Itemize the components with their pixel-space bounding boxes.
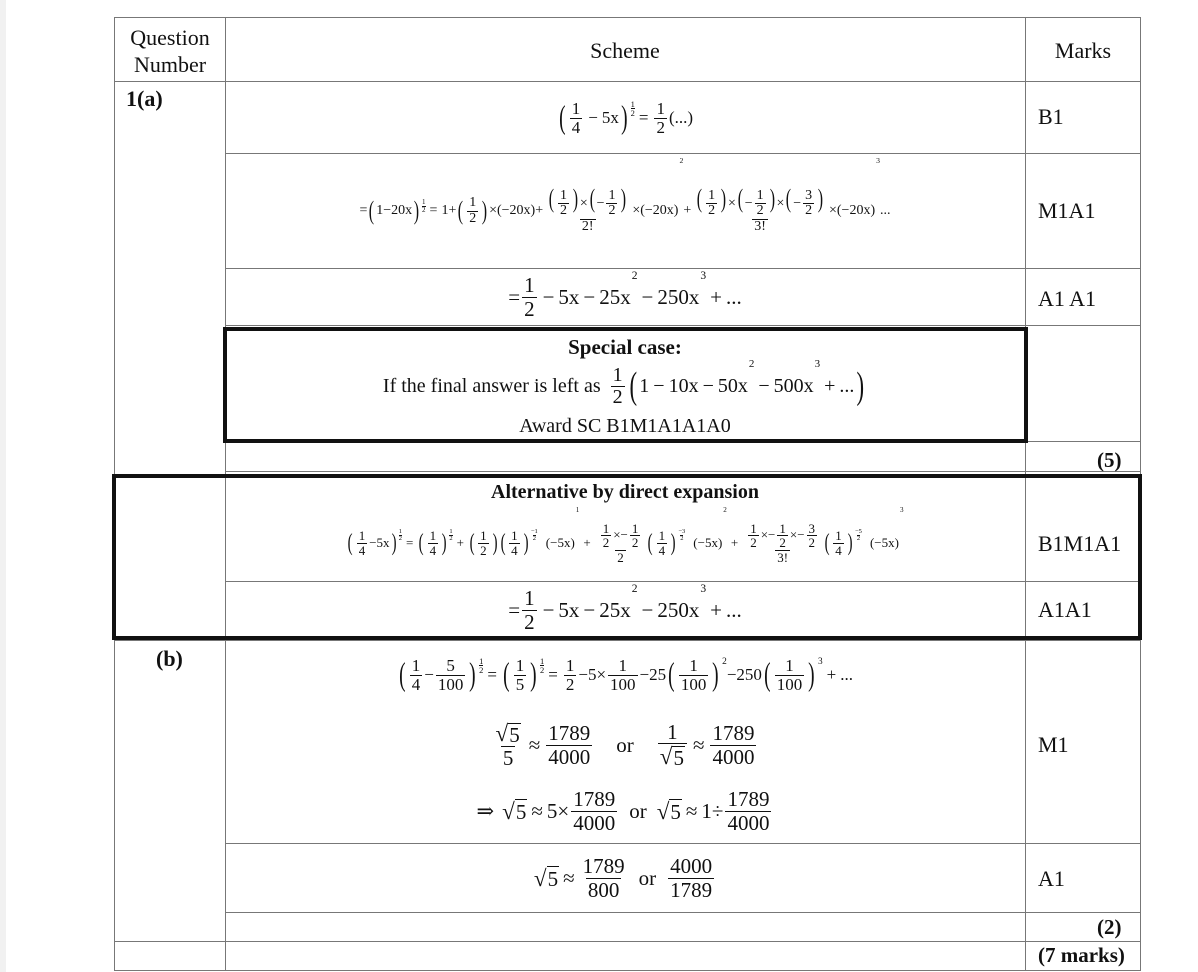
special-case-expression: If the final answer is left as 1 2 ( 1 − 10x − 50x 2 − 500x 3 + ... ) bbox=[382, 358, 865, 408]
header-question-number: Question Number bbox=[130, 25, 210, 77]
special-case-title: Special case: bbox=[568, 335, 682, 359]
scheme-row-a2: = ( 1−20x ) 1 2 = 1+ ( 1 2 ) ×(−20x)+ ( $\frac{1}{2}$ ) ×( − $\frac{1}{2}$ ) 2! ×(−20x) 2 + ( $\frac{1}{2}$ ) ×( − $\frac{1}{2}$ ) ×( − $\frac{3}{2}$ ) 3! ×(−20x) 3 ... bbox=[359, 156, 891, 235]
scheme-row-b3: ⇒ √ 5 ≈ 5× $\frac{1789}{4000}$ or √ 5 ≈ 1÷ $\frac{1789}{4000}$ bbox=[476, 787, 770, 835]
question-label-1b: (b) bbox=[156, 646, 183, 671]
scheme-row-b1: ( 1 4 − 5 100 ) 1 2 = ( 1 5 ) 1 2 = $\frac{1}{2}$ −5× 1 100 −25 ( 1 100 ) 2 −250 ( 1 100 ) 3 + ... bbox=[399, 655, 853, 694]
mark-a1: B1 bbox=[1038, 104, 1064, 129]
mark-a2: M1A1 bbox=[1038, 198, 1096, 223]
header-scheme: Scheme bbox=[590, 38, 660, 63]
scheme-row-b4: √ 5 ≈ $\frac{1789}{800}$ or 4000 1789 bbox=[533, 854, 713, 902]
mark-alt-1: B1M1A1 bbox=[1038, 531, 1122, 556]
alternative-title: Alternative by direct expansion bbox=[491, 481, 759, 503]
scheme-row-a3: = $\frac{1}{2}$ − 5x − 25x 2 − 250x 3 + ... bbox=[508, 270, 742, 321]
scheme-row-b2: √ 5 5 ≈ $\frac{1789}{4000}$ or 1 √ 5 ≈ $\frac{1789}{4000}$ bbox=[495, 720, 755, 770]
question-label-1a: 1(a) bbox=[126, 86, 163, 111]
special-case-award: Award SC B1M1A1A1A0 bbox=[519, 415, 731, 437]
alternative-result: = $\frac{1}{2}$ − 5x − 25x 2 − 250x 3 + ... bbox=[508, 583, 742, 634]
grand-total: (7 marks) bbox=[1038, 943, 1125, 967]
mark-alt-2: A1A1 bbox=[1038, 597, 1092, 622]
part-b-total: (2) bbox=[1097, 915, 1122, 939]
mark-b2: A1 bbox=[1038, 866, 1065, 891]
mark-b1: M1 bbox=[1038, 732, 1069, 757]
left-margin bbox=[0, 0, 6, 972]
mark-a3: A1 A1 bbox=[1038, 286, 1097, 311]
header-marks: Marks bbox=[1054, 38, 1112, 63]
alternative-expansion: ( 1 4 −5x ) 1 2 = ( 1 4 ) 1 2 + ( 1 2 ) ( 1 4 ) −1 2 (−5x) 1 + $\frac{1}{2}$ ×− $\frac{1}{2}$ 2 ( 1 4 ) −3 2 (−5x) 2 + $\frac{1}{2}$ ×− $\frac{1}{2}$ ×− $\frac{3}{2}$ 3! ( 1 4 ) −5 2 (−5x) 3 bbox=[348, 506, 904, 565]
part-a-total: (5) bbox=[1097, 448, 1122, 472]
scheme-row-a1: ( 1 4 − 5x ) 1 2 = $\frac{1}{2}$ (...) bbox=[559, 98, 694, 137]
